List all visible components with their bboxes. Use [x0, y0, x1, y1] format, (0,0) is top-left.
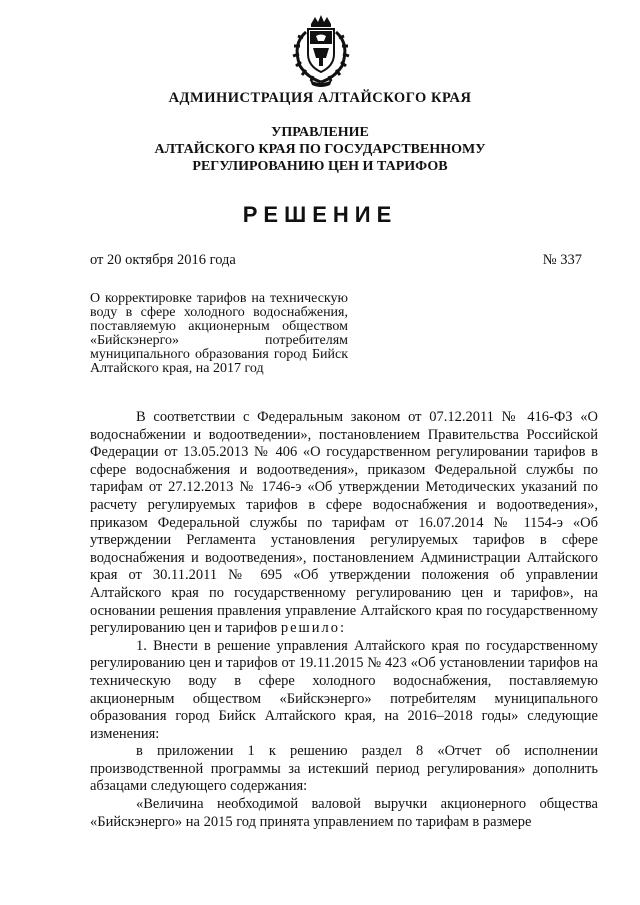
body-paragraph: В соответствии с Федеральным законом от 07.12.2011 № 416-ФЗ «О водоснабжении и водоотведении», постановлением Правительства Российской Федерации от 13.05.2013 № 406 «О государственном регулировании тарифов в сфере водоснабжения и водоотведения», приказом Федеральной службы по тарифам от 27.12.2013 № 1746-э «Об утверждении Методических указаний по расчету регулируемых тарифов в сфере водоснабжения и водоотведения», приказом Федеральной службы по тарифам от 16.07.2014 № 1154-э «Об утверждении Регламента установления регулируемых тарифов в сфере водоснабжения и водоотведения», постановлением Администрации Алтайского края от 30.11.2011 № 695 «Об утверждении положения об управлении Алтайского края по государственному регулированию цен и тарифов», на основании решения правления управление Алтайского края по государственному регулированию цен и тарифов решило: — [90, 409, 598, 637]
document-subject: О корректировке тарифов на техническую воду в сфере холодного водоснабжения, поставляемую акционерным обществом «Бийскэнерго» потребителям муниципального образования город Бийск Алтайского края, на 2017 год — [90, 291, 348, 376]
department-name — [0, 124, 640, 175]
organization-name: АДМИНИСТРАЦИЯ АЛТАЙСКОГО КРАЯ — [168, 90, 472, 106]
decision-word: решило — [280, 620, 340, 637]
department-line: УПРАВЛЕНИЕ — [271, 125, 369, 140]
document-title: РЕШЕНИЕ — [242, 202, 398, 227]
document-body — [90, 409, 598, 831]
body-paragraph: в приложении 1 к решению раздел 8 «Отчет об исполнении производственной программы за истекший период регулирования» дополнить абзацами следующего содержания: — [90, 743, 598, 795]
department-line: АЛТАЙСКОГО КРАЯ ПО ГОСУДАРСТВЕННОМУ — [154, 142, 486, 157]
coat-of-arms-emblem — [286, 14, 356, 88]
document-number: № 337 — [542, 252, 582, 268]
document-date: от 20 октября 2016 года — [90, 252, 236, 268]
department-line: РЕГУЛИРОВАНИЮ ЦЕН И ТАРИФОВ — [192, 159, 448, 174]
body-paragraph: «Величина необходимой валовой выручки акционерного общества «Бийскэнерго» на 2015 год принята управлением по тарифам в размере — [90, 796, 598, 830]
preamble-text: В соответствии с Федеральным законом от 07.12.2011 № 416-ФЗ «О водоснабжении и водоотведении», постановлением Правительства Российской Федерации от 13.05.2013 № 406 «О государственном регулировании тарифов в сфере водоснабжения и водоотведения», приказом Федеральной службы по тарифам от 27.12.2013 № 1746-э «Об утверждении Методических указаний по расчету регулируемых тарифов в сфере водоснабжения и водоотведения», приказом Федеральной службы по тарифам от 16.07.2014 № 1154-э «Об утверждении Регламента установления регулируемых тарифов в сфере водоснабжения и водоотведения», постановлением Администрации Алтайского края от 30.11.2011 № 695 «Об утверждении положения об управлении Алтайского края по государственному регулированию цен и тарифов», на основании решения правления управление Алтайского края по государственному регулированию цен и тарифов — [90, 409, 598, 637]
body-paragraph: 1. Внести в решение управления Алтайского края по государственному регулированию цен и тарифов от 19.11.2015 № 423 «Об установлении тарифов на техническую воду в сфере холодного водоснабжения, поставляемую акционерным обществом «Бийскэнерго» потребителям муниципального образования город Бийск Алтайского края, на 2016–2018 годы» следующие изменения: — [90, 637, 598, 742]
